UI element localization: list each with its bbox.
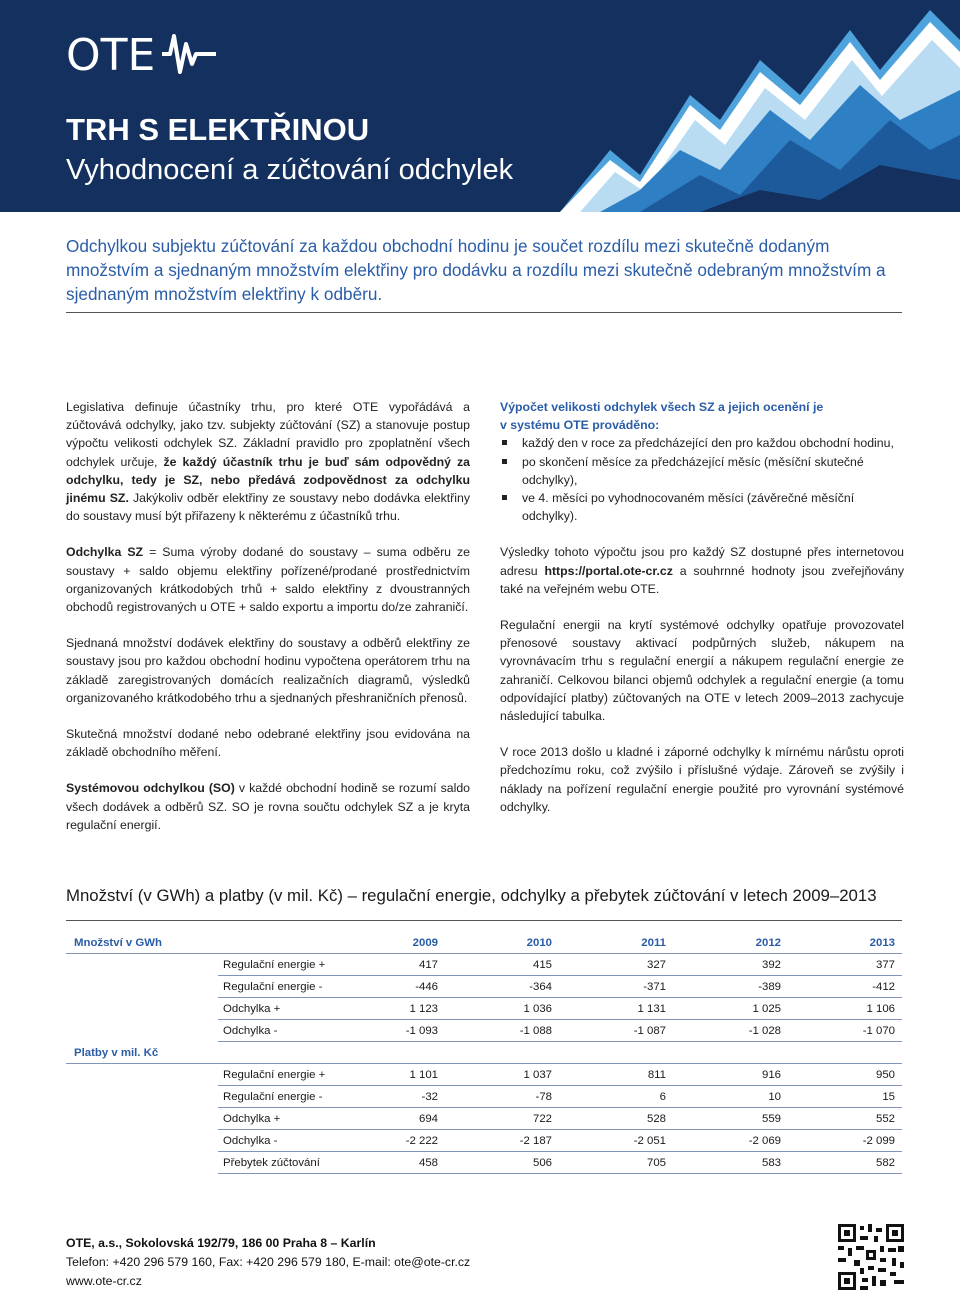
table-title: Množství (v GWh) a platby (v mil. Kč) – regulační energie, odchylky a přebytek zúčtování v letech 2009–2013: [66, 886, 877, 905]
table-row: Odchylka - -2 222 -2 187 -2 051 -2 069 -2 099: [66, 1130, 902, 1152]
data-table: [66, 932, 902, 1174]
section-heading: Výpočet velikosti odchylek všech SZ a jejich ocenění je v systému OTE prováděno:: [500, 400, 824, 433]
table-section-row: [66, 1042, 902, 1064]
page-subtitle: Vyhodnocení a zúčtování odchylek: [66, 154, 514, 186]
list-item: každý den v roce za předcházející den pro každou obchodní hodinu,: [500, 434, 904, 452]
table-row: Odchylka - -1 093 -1 088 -1 087 -1 028 -1 070: [66, 1020, 902, 1042]
year-header: 2012: [755, 937, 781, 949]
year-header: 2010: [526, 937, 552, 949]
right-column: [500, 398, 904, 834]
intro-paragraph: Odchylkou subjektu zúčtování za každou obchodní hodinu je součet rozdílu mezi skutečně dodaným množstvím a sjednaným množstvím elektřiny pro dodávku a rozdílu mezi skutečně odebraným množstvím a sjednaným množstvím elektřiny k odběru.: [66, 236, 886, 304]
contact-info: Telefon: +420 296 579 160, Fax: +420 296 579 180, E-mail: ote@ote-cr.cz: [66, 1255, 471, 1269]
paragraph: Systémovou odchylkou (SO) v každé obchodní hodině se rozumí saldo všech dodávek a odběrů SZ. SO je rovna součtu odchylek SZ a je kryta regulační energií.: [66, 781, 471, 832]
list-item: po skončení měsíce za předcházející měsíc (měsíční skutečné odchylky),: [500, 453, 904, 489]
table-row: Regulační energie + 417 415 327 392 377: [66, 954, 902, 976]
list-item: ve 4. měsíci po vyhodnocovaném měsíci (závěrečné měsíční odchylky).: [500, 489, 904, 525]
bullet-list: [500, 434, 904, 525]
ote-logo[interactable]: [66, 24, 226, 85]
table-row: Regulační energie - -32 -78 6 10 15: [66, 1086, 902, 1108]
table-row: Regulační energie + 1 101 1 037 811 916 950: [66, 1064, 902, 1086]
year-header: 2013: [869, 937, 895, 949]
section-label-payments: Platby v mil. Kč: [74, 1047, 159, 1059]
section-label-quantity: Množství v GWh: [74, 937, 162, 949]
page-title: TRH S ELEKTŘINOU: [66, 112, 370, 147]
divider: [66, 312, 902, 313]
portal-link[interactable]: https://portal.ote-cr.cz: [544, 563, 673, 578]
paragraph: Výsledky tohoto výpočtu jsou pro každý SZ dostupné přes internetovou adresu https://portal.ote-cr.cz a souhrnné hodnoty jsou zveřejňovány také na veřejném webu OTE.: [500, 545, 904, 596]
paragraph: Skutečná množství dodané nebo odebrané elektřiny jsou evidována na základě obchodního měření.: [66, 727, 470, 760]
table-row: Přebytek zúčtování 458 506 705 583 582: [66, 1152, 902, 1174]
paragraph: Legislativa definuje účastníky trhu, pro které OTE vypořádává a zúčtovává odchylky, jako tzv. subjekty zúčtování (SZ) a stanovuje postup výpočtu velikosti odchylek SZ. Základní pravidlo pro zpoplatnění všech odchylek určuje, že každý účastník trhu je buď sám odpovědný za odchylku, tedy je SZ, nebo předává zodpovědnost za odchylku jinému SZ. Jakýkoliv odběr elektřiny ze soustavy nebo dodávka elektřiny do soustavy musí být přiřazeny k některému z účastníků trhu.: [66, 400, 470, 524]
company-address: OTE, a.s., Sokolovská 192/79, 186 00 Praha 8 – Karlín: [66, 1236, 376, 1250]
website-link[interactable]: www.ote-cr.cz: [66, 1274, 142, 1288]
table-header-row: [66, 932, 902, 954]
table-row: Regulační energie - -446 -364 -371 -389 -412: [66, 976, 902, 998]
paragraph: Regulační energii na krytí systémové odchylky opatřuje provozovatel přenosové soustavy aktivací podpůrných služeb, nákupem na vyrovnávacím trhu s regulační energií a nákupem regulační energie ze zahraničí. Celkovou bilanci objemů odchylek a regulační energie (a tomu odpovídající platby) zúčtovaných na OTE v letech 2009–2013 zachycuje následující tabulka.: [500, 618, 904, 724]
year-header: 2009: [412, 937, 438, 949]
qr-code-icon[interactable]: [836, 1222, 906, 1292]
pulse-icon: [162, 36, 216, 72]
header-banner: [0, 0, 960, 212]
paragraph: V roce 2013 došlo u kladné i záporné odchylky k mírnému nárůstu oproti předchozímu roku, což zvýšilo i příslušné výdaje. Zároveň se zvýšily i náklady na pořízení regulační energie použité pro vyrovnání systémové odchylky.: [500, 745, 904, 814]
paragraph: Odchylka SZ = Suma výroby dodané do soustavy – suma odběru ze soustavy + saldo objemu elektřiny pořízené/prodané prostřednictvím organizovaných krátkodobých trhů + saldo elektřiny z dvoustranných obchodů registrovaných u OTE + saldo exportu a importu do/ze zahraničí.: [66, 545, 470, 615]
table-row: Odchylka + 694 722 528 559 552: [66, 1108, 902, 1130]
logo-text: OTE: [66, 30, 156, 80]
year-header: 2011: [641, 937, 666, 949]
paragraph: Sjednaná množství dodávek elektřiny do soustavy a odběrů elektřiny ze soustavy jsou pro každou obchodní hodinu vypočtena operátorem trhu na základě zaregistrovaných domácích realizačních diagramů, výsledků organizovaného krátkodobého trhu a sjednaných přeshraničních přenosů.: [66, 636, 470, 705]
table-row: Odchylka + 1 123 1 036 1 131 1 025 1 106: [66, 998, 902, 1020]
footer: [66, 1234, 470, 1291]
left-column: [66, 398, 470, 852]
divider: [66, 920, 902, 921]
